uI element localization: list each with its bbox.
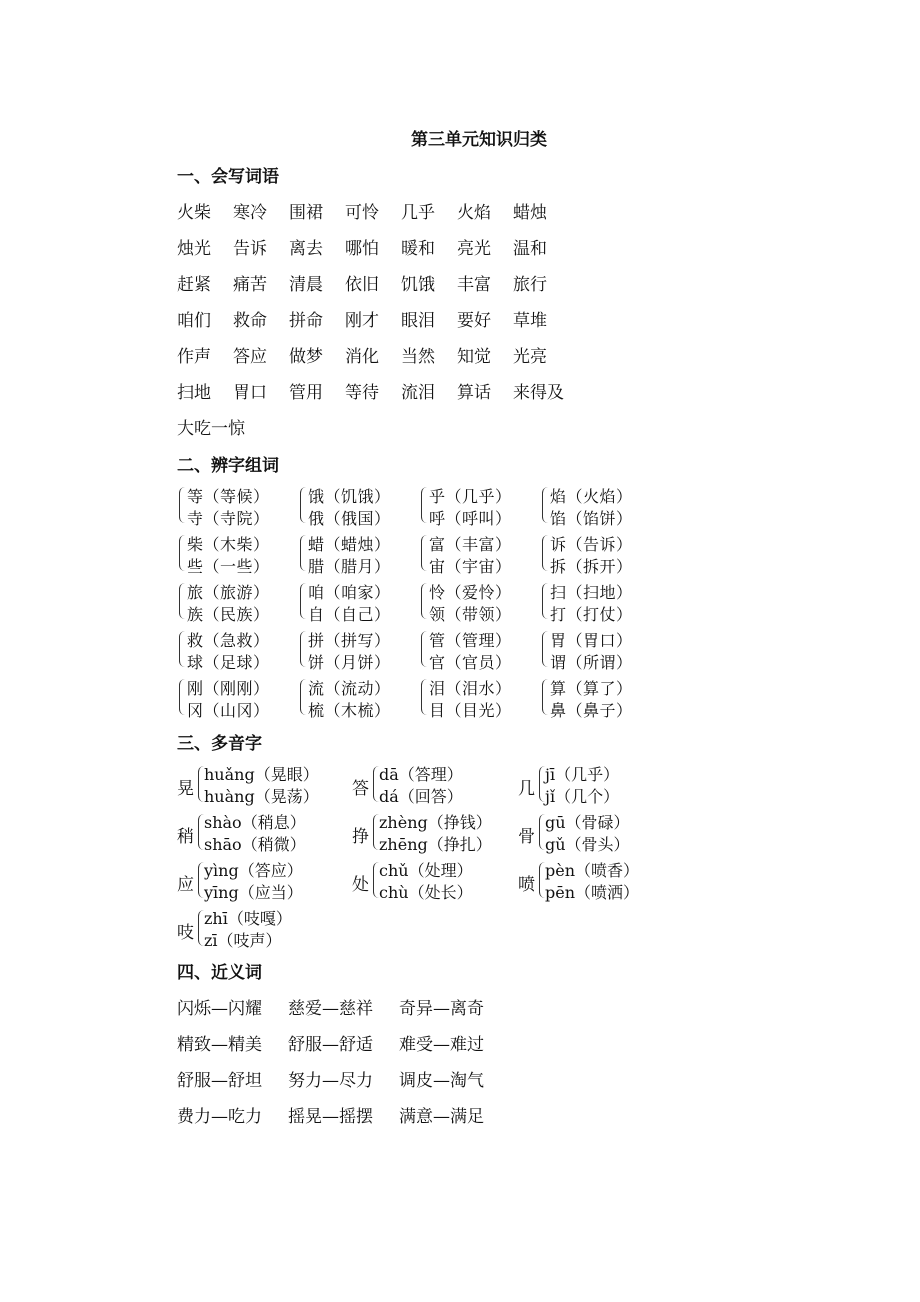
char-pair-word: 刚（刚刚） — [187, 679, 270, 698]
synonym-pair: 奇异—离奇 — [399, 999, 484, 1019]
char-pair-word: 焰（火焰） — [550, 487, 633, 506]
char-pair-word: 鼻（鼻子） — [550, 701, 633, 720]
word-row — [177, 378, 569, 402]
char-pair-word: 旅（旅游） — [187, 583, 270, 602]
word-item: 烛光 — [177, 239, 211, 259]
char-pair-group — [179, 580, 299, 626]
word-item: 草堆 — [513, 311, 547, 331]
brace-bracket — [421, 583, 428, 619]
char-pair-word: 富（丰富） — [429, 535, 512, 554]
char-pair-word: 胃（胃口） — [550, 631, 633, 650]
synonym-pair: 费力—吃力 — [177, 1107, 262, 1127]
char-pair-word: 球（足球） — [187, 653, 270, 672]
brace-bracket — [179, 583, 186, 619]
word-item: 亮光 — [457, 239, 491, 259]
pinyin-reading: jǐ（几个） — [545, 787, 620, 806]
word-item: 要好 — [457, 311, 491, 331]
word-item: 知觉 — [457, 347, 491, 367]
pinyin-reading: jī（几乎） — [545, 765, 620, 784]
polyphonic-entry — [518, 762, 688, 808]
char-pair-group — [542, 628, 662, 674]
page-title: 第三单元知识归类 — [411, 130, 547, 150]
word-item: 饥饿 — [401, 275, 435, 295]
brace-bracket — [179, 631, 186, 667]
pinyin-reading: zhēng（挣扎） — [379, 835, 492, 854]
word-item: 丰富 — [457, 275, 491, 295]
brace-bracket — [542, 535, 549, 571]
synonym-row — [177, 1066, 510, 1090]
synonym-pair: 摇晃—摇摆 — [288, 1107, 373, 1127]
synonym-row — [177, 1030, 510, 1054]
polyphonic-char: 答 — [352, 779, 369, 799]
word-item: 拼命 — [289, 311, 323, 331]
char-pair-word: 拼（拼写） — [308, 631, 391, 650]
word-row — [177, 414, 245, 439]
word-row — [177, 342, 569, 366]
word-item: 作声 — [177, 347, 211, 367]
polyphonic-entry — [518, 810, 688, 856]
word-item: 咱们 — [177, 311, 211, 331]
char-pair-word: 柴（木柴） — [187, 535, 270, 554]
word-row — [177, 306, 569, 330]
char-pair-word: 目（目光） — [429, 701, 512, 720]
word-item: 依旧 — [345, 275, 379, 295]
word-item: 寒冷 — [233, 203, 267, 223]
word-item: 围裙 — [289, 203, 323, 223]
synonym-pair: 慈爱—慈祥 — [288, 999, 373, 1019]
word-row — [177, 198, 569, 222]
pinyin-reading: zhī（吱嘎） — [204, 909, 292, 928]
polyphonic-entry — [177, 858, 347, 904]
char-pair-group — [542, 580, 662, 626]
char-pair-word: 拆（拆开） — [550, 557, 633, 576]
pinyin-reading: gǔ（骨头） — [545, 835, 630, 854]
section-heading-distinguish: 二、辨字组词 — [177, 456, 279, 476]
synonym-pair: 难受—难过 — [399, 1035, 484, 1055]
char-pair-word: 饿（饥饿） — [308, 487, 391, 506]
word-row — [177, 270, 569, 294]
char-pair-word: 流（流动） — [308, 679, 391, 698]
char-pair-word: 腊（腊月） — [308, 557, 391, 576]
char-pair-group — [300, 628, 420, 674]
char-pair-word: 算（算了） — [550, 679, 633, 698]
char-pair-group — [300, 676, 420, 722]
char-pair-group — [421, 484, 541, 530]
char-pair-word: 饼（月饼） — [308, 653, 391, 672]
pinyin-reading: gū（骨碌） — [545, 813, 630, 832]
brace-bracket — [300, 583, 307, 619]
polyphonic-entry — [518, 858, 688, 904]
word-item: 痛苦 — [233, 275, 267, 295]
char-pair-word: 宙（宇宙） — [429, 557, 512, 576]
word-item: 大吃一惊 — [177, 419, 245, 439]
char-pair-word: 冈（山冈） — [187, 701, 270, 720]
section-heading-polyphonic: 三、多音字 — [177, 734, 262, 754]
char-pair-word: 馅（馅饼） — [550, 509, 633, 528]
char-pair-word: 打（打仗） — [550, 605, 633, 624]
char-pair-group — [421, 580, 541, 626]
pinyin-reading: dá（回答） — [379, 787, 463, 806]
char-pair-word: 俄（俄国） — [308, 509, 391, 528]
char-pair-word: 些（一些） — [187, 557, 270, 576]
polyphonic-char: 骨 — [518, 827, 535, 847]
word-item: 光亮 — [513, 347, 547, 367]
polyphonic-entry — [352, 858, 522, 904]
polyphonic-char: 几 — [518, 779, 535, 799]
brace-bracket — [179, 535, 186, 571]
brace-bracket — [542, 631, 549, 667]
word-item: 旅行 — [513, 275, 547, 295]
pinyin-reading: huàng（晃荡） — [204, 787, 319, 806]
polyphonic-entry — [352, 762, 522, 808]
brace-bracket — [300, 487, 307, 523]
pinyin-reading: zī（吱声） — [204, 931, 282, 950]
pinyin-reading: chù（处长） — [379, 883, 473, 902]
polyphonic-entry — [352, 810, 522, 856]
char-pair-word: 怜（爱怜） — [429, 583, 512, 602]
polyphonic-entry — [177, 762, 347, 808]
section-heading-writing: 一、会写词语 — [177, 167, 279, 187]
synonym-pair: 舒服—舒适 — [288, 1035, 373, 1055]
pinyin-reading: shāo（稍微） — [204, 835, 306, 854]
word-item: 流泪 — [401, 383, 435, 403]
word-item: 哪怕 — [345, 239, 379, 259]
pinyin-reading: yìng（答应） — [204, 861, 303, 880]
brace-bracket — [421, 487, 428, 523]
char-pair-group — [179, 532, 299, 578]
word-item: 答应 — [233, 347, 267, 367]
brace-bracket — [421, 535, 428, 571]
char-pair-group — [542, 484, 662, 530]
synonym-pair: 闪烁—闪耀 — [177, 999, 262, 1019]
synonym-pair: 精致—精美 — [177, 1035, 262, 1055]
word-item: 眼泪 — [401, 311, 435, 331]
polyphonic-char: 应 — [177, 875, 194, 895]
pinyin-reading: yīng（应当） — [204, 883, 303, 902]
pinyin-reading: shào（稍息） — [204, 813, 306, 832]
char-pair-word: 呼（呼叫） — [429, 509, 512, 528]
char-pair-group — [300, 484, 420, 530]
brace-bracket — [300, 535, 307, 571]
char-pair-word: 诉（告诉） — [550, 535, 633, 554]
brace-bracket — [421, 679, 428, 715]
synonym-pair: 努力—尽力 — [288, 1071, 373, 1091]
word-item: 来得及 — [513, 383, 564, 403]
pinyin-reading: pèn（喷香） — [545, 861, 640, 880]
char-pair-group — [179, 484, 299, 530]
word-item: 暖和 — [401, 239, 435, 259]
brace-bracket — [300, 679, 307, 715]
char-pair-group — [179, 628, 299, 674]
word-item: 等待 — [345, 383, 379, 403]
word-item: 火焰 — [457, 203, 491, 223]
polyphonic-char: 喷 — [518, 875, 535, 895]
char-pair-group — [421, 628, 541, 674]
word-item: 火柴 — [177, 203, 211, 223]
polyphonic-char: 处 — [352, 875, 369, 895]
word-item: 扫地 — [177, 383, 211, 403]
brace-bracket — [421, 631, 428, 667]
brace-bracket — [179, 487, 186, 523]
char-pair-word: 咱（咱家） — [308, 583, 391, 602]
char-pair-group — [300, 532, 420, 578]
brace-bracket — [300, 631, 307, 667]
char-pair-group — [542, 676, 662, 722]
word-item: 做梦 — [289, 347, 323, 367]
polyphonic-entry — [177, 906, 347, 952]
word-item: 清晨 — [289, 275, 323, 295]
brace-bracket — [542, 679, 549, 715]
polyphonic-char: 稍 — [177, 827, 194, 847]
word-item: 管用 — [289, 383, 323, 403]
synonym-pair: 舒服—舒坦 — [177, 1071, 262, 1091]
word-item: 胃口 — [233, 383, 267, 403]
word-item: 赶紧 — [177, 275, 211, 295]
synonym-pair: 调皮—淘气 — [399, 1071, 484, 1091]
char-pair-group — [542, 532, 662, 578]
char-pair-group — [421, 676, 541, 722]
word-item: 救命 — [233, 311, 267, 331]
word-item: 几乎 — [401, 203, 435, 223]
word-item: 温和 — [513, 239, 547, 259]
char-pair-word: 扫（扫地） — [550, 583, 633, 602]
char-pair-group — [421, 532, 541, 578]
polyphonic-char: 挣 — [352, 827, 369, 847]
polyphonic-char: 晃 — [177, 779, 194, 799]
polyphonic-entry — [177, 810, 347, 856]
word-item: 可怜 — [345, 203, 379, 223]
word-item: 算话 — [457, 383, 491, 403]
char-pair-word: 等（等候） — [187, 487, 270, 506]
brace-bracket — [542, 487, 549, 523]
char-pair-word: 寺（寺院） — [187, 509, 270, 528]
char-pair-word: 救（急救） — [187, 631, 270, 650]
synonym-pair: 满意—满足 — [399, 1107, 484, 1127]
synonym-row — [177, 1102, 510, 1126]
pinyin-reading: dā（答理） — [379, 765, 463, 784]
pinyin-reading: chǔ（处理） — [379, 861, 473, 880]
char-pair-group — [179, 676, 299, 722]
char-pair-word: 泪（泪水） — [429, 679, 512, 698]
pinyin-reading: zhèng（挣钱） — [379, 813, 492, 832]
char-pair-word: 族（民族） — [187, 605, 270, 624]
polyphonic-char: 吱 — [177, 923, 194, 943]
word-item: 刚才 — [345, 311, 379, 331]
section-heading-synonyms: 四、近义词 — [177, 963, 262, 983]
pinyin-reading: pēn（喷洒） — [545, 883, 640, 902]
pinyin-reading: huǎng（晃眼） — [204, 765, 319, 784]
char-pair-word: 自（自己） — [308, 605, 391, 624]
char-pair-word: 谓（所谓） — [550, 653, 633, 672]
char-pair-word: 梳（木梳） — [308, 701, 391, 720]
char-pair-word: 官（官员） — [429, 653, 512, 672]
brace-bracket — [542, 583, 549, 619]
char-pair-word: 乎（几乎） — [429, 487, 512, 506]
char-pair-group — [300, 580, 420, 626]
char-pair-word: 领（带领） — [429, 605, 512, 624]
word-item: 离去 — [289, 239, 323, 259]
synonym-row — [177, 994, 510, 1018]
word-item: 告诉 — [233, 239, 267, 259]
word-item: 蜡烛 — [513, 203, 547, 223]
word-item: 当然 — [401, 347, 435, 367]
word-item: 消化 — [345, 347, 379, 367]
brace-bracket — [179, 679, 186, 715]
char-pair-word: 蜡（蜡烛） — [308, 535, 391, 554]
word-row — [177, 234, 569, 258]
char-pair-word: 管（管理） — [429, 631, 512, 650]
